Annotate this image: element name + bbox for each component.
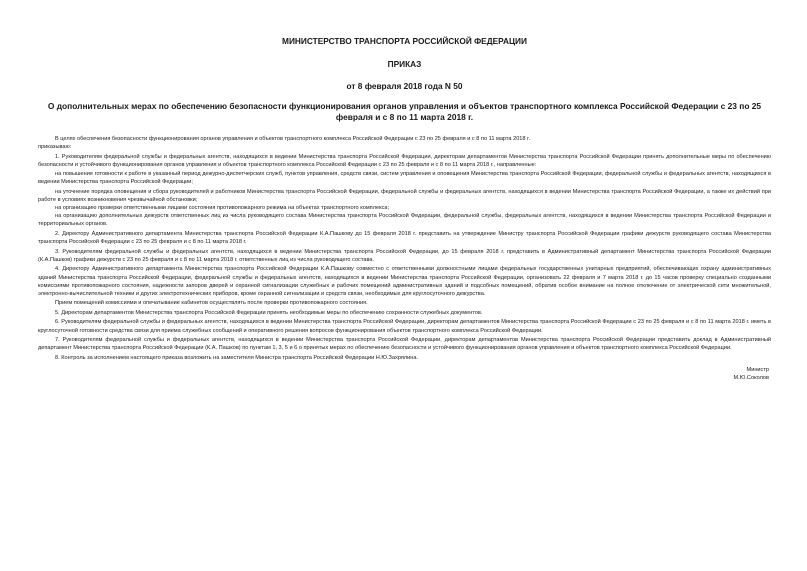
- signature-name: М.Ю.Соколов: [733, 375, 769, 382]
- paragraph-1: 1. Руководителям федеральной службы и федеральных агентств, находящихся в ведении Министерства транспорта Российской Федерации, директорам департаментов Министерства транспорта Российской Федерации принять дополнительные меры по обеспечению безопасности и устойчивого функционирования органов управления и объектов транспортного комплекса Российской Федерации с 23 по 25 февраля и с 8 по 11 марта 2018 г., направленные:: [38, 153, 771, 168]
- paragraph-1-item-b: на уточнение порядка оповещения и сбора руководителей и работников Министерства транспорта Российской Федерации, федеральной службы и федеральных агентств, находящихся в ведении Министерства транспорта Российской Федерации, а также их действий при работе в условиях возникновения чрезвычайной обстановки;: [38, 189, 771, 204]
- document-body: [38, 135, 771, 362]
- paragraph-7: 7. Руководителям федеральной службы и федеральных агентств, находящихся в ведении Министерства транспорта Российской Федерации, директорам департаментов Министерства транспорта Российской Федерации представить доклад в Административный департамент Министерства транспорта Российской Федерации (К.А. Пашков) по пунктам 1, 3, 5 и 6 о принятых мерах по обеспечению безопасности и устойчивого функционирования органов управления и объектов транспортного комплекса Российской Федерации.: [38, 337, 771, 352]
- paragraph-1-item-a: на повышение готовности к работе в указанный период дежурно-диспетчерских служб, пунктов управления, средств связи, систем управления и оповещения Министерства транспорта Российской Федерации, федеральной службы и федеральных агентств, находящихся в ведении Министерства транспорта Российской Федерации;: [38, 171, 771, 186]
- order-word: приказываю:: [38, 144, 72, 151]
- paragraph-6: 6. Руководителям федеральной службы и федеральных агентств, находящихся в ведении Министерства транспорта Российской Федерации, директорам департаментов Министерства транспорта Российской Федерации с 23 по 25 февраля и с 8 по 11 марта 2018 г. иметь в круглосуточной готовности средства связи для приема служебных сообщений и оперативного решения вопросов функционирования объектов транспортного комплекса Российской Федерации.: [38, 319, 771, 334]
- paragraph-8: 8. Контроль за исполнением настоящего приказа возложить на заместителя Министра транспорта Российской Федерации Н.Ю.Захрялина.: [55, 354, 419, 361]
- paragraph-2: 2. Директору Административного департамента Министерства транспорта Российской Федерации К.А.Пашкову до 15 февраля 2018 г. представить на утверждение Министру транспорта Российской Федерации графики дежурств руководящего состава Министерства транспорта Российской Федерации с 23 по 25 февраля и с 8 по 11 марта 2018 г.: [38, 231, 771, 246]
- paragraph-1-item-c: на организацию проверки ответственными лицами состояния противопожарного режима на объектах транспортного комплекса;: [55, 205, 390, 212]
- paragraph-1-item-d: на организацию дополнительных дежурств ответственных лиц из числа руководящего состава Министерства транспорта Российской Федерации, федеральной службы, федеральных агентств, находящихся в ведении Министерства транспорта Российской Федерации и территориальных органов.: [38, 213, 771, 228]
- signature-block: [38, 366, 771, 383]
- preamble-paragraph: В целях обеспечения безопасности функционирования органов управления и объектов транспортного комплекса Российской Федерации с 23 по 25 февраля и с 8 по 11 марта 2018 г.: [55, 136, 530, 142]
- date-number-heading: от 8 февраля 2018 года N 50: [346, 81, 463, 91]
- paragraph-4-note: Прием помещений комиссиями и опечатывание кабинетов осуществлять после проверки противопожарного состояния.: [55, 300, 368, 307]
- paragraph-4: 4. Директору Административного департамента Министерства транспорта Российской Федерации К.А.Пашкову совместно с ответственными должностными лицами федеральных государственных унитарных предприятий, обеспечивающих охрану административных зданий Министерства транспорта Российской Федерации, федеральной службы и федеральных агентств, находящихся в ведении Министерства транспорта Российской Федерации, организовать 22 февраля и 7 марта 2018 г. до 15 часов проверку специально созданными комиссиями противопожарного состояния, надежности запоров дверей и охранной сигнализации служебных и рабочих помещений административных зданий и подсобных помещений, обратив особое внимание на полное отключение от электрической сети множительной, электронно-вычислительной техники и других электротехнических приборов, кроме охранной сигнализации и средств связи, необходимых для круглосуточного дежурства.: [38, 266, 771, 297]
- signature-position: Министр: [746, 366, 769, 373]
- paragraph-5: 5. Директорам департаментов Министерства транспорта Российской Федерации принять необходимые меры по обеспечению сохранности служебных документов.: [55, 309, 483, 316]
- ministry-heading: МИНИСТЕРСТВО ТРАНСПОРТА РОССИЙСКОЙ ФЕДЕРАЦИИ: [282, 36, 527, 46]
- document-title: О дополнительных мерах по обеспечению безопасности функционирования органов управления и объектов транспортного комплекса Российской Федерации с 23 по 25 февраля и с 8 по 11 марта 2018 г.: [47, 101, 762, 122]
- document-type-heading: ПРИКАЗ: [387, 59, 422, 69]
- paragraph-3: 3. Руководителям федеральной службы и федеральных агентств, находящихся в ведении Министерства транспорта Российской Федерации, до 15 февраля 2018 г. представить в Административный департамент Министерства транспорта Российской Федерации (К.А.Пашков) графики дежурств с 23 по 25 февраля и с 8 по 11 марта 2018 г. ответственных лиц из числа руководящего состава.: [38, 248, 771, 263]
